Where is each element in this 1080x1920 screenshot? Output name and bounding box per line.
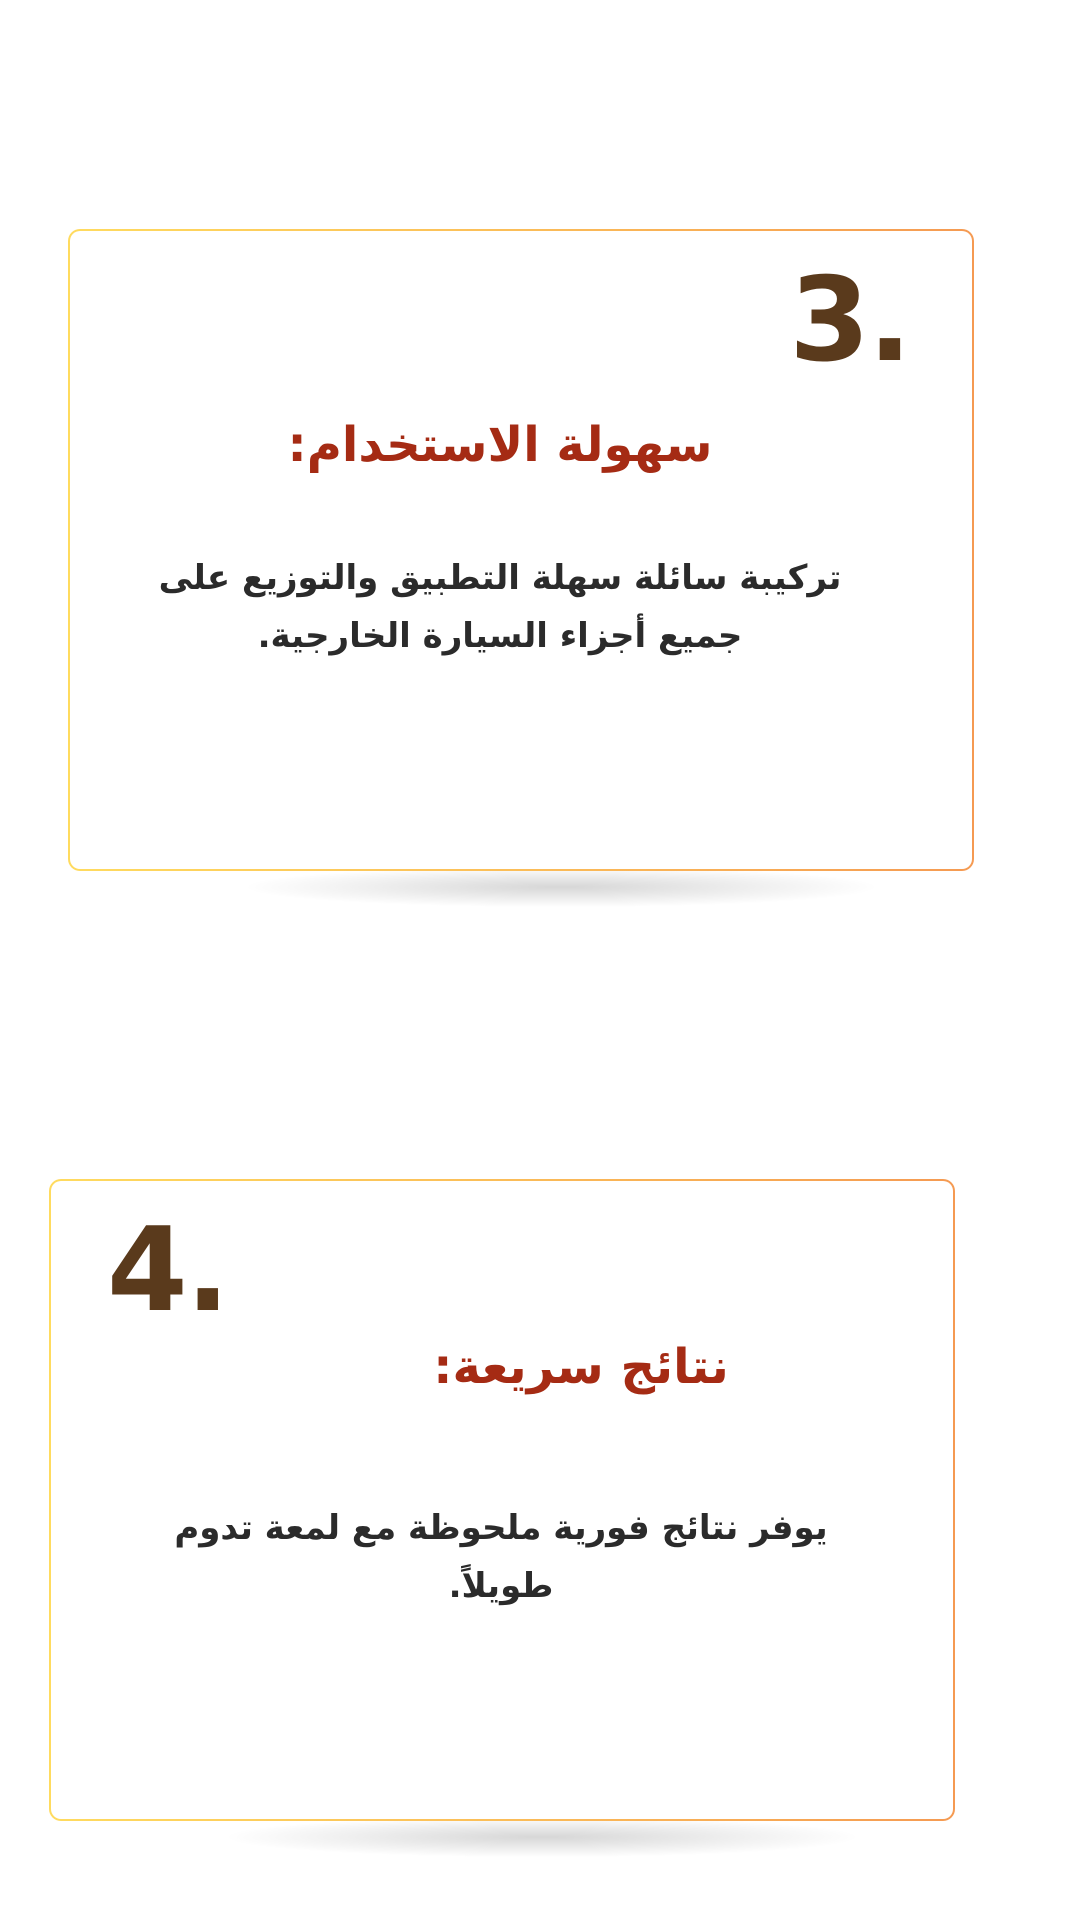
card-body: [51, 1181, 953, 1819]
card-title: سهولة الاستخدام:: [287, 417, 713, 473]
card-gradient-border: [68, 229, 974, 871]
feature-card-3: [68, 229, 974, 871]
card-shadow: [248, 867, 874, 907]
feature-card-4: [49, 1179, 955, 1821]
card-description: تركيبة سائلة سهلة التطبيق والتوزيع على جميع أجزاء السيارة الخارجية.: [158, 558, 842, 656]
card-number: 3.: [789, 253, 910, 388]
card-shadow: [229, 1817, 855, 1857]
card-gradient-border: [49, 1179, 955, 1821]
card-body: [70, 231, 972, 869]
card-number: 4.: [107, 1203, 228, 1338]
card-description: يوفر نتائج فورية ملحوظة مع لمعة تدوم طويلاً.: [174, 1508, 828, 1606]
card-title: نتائج سريعة:: [433, 1339, 729, 1395]
